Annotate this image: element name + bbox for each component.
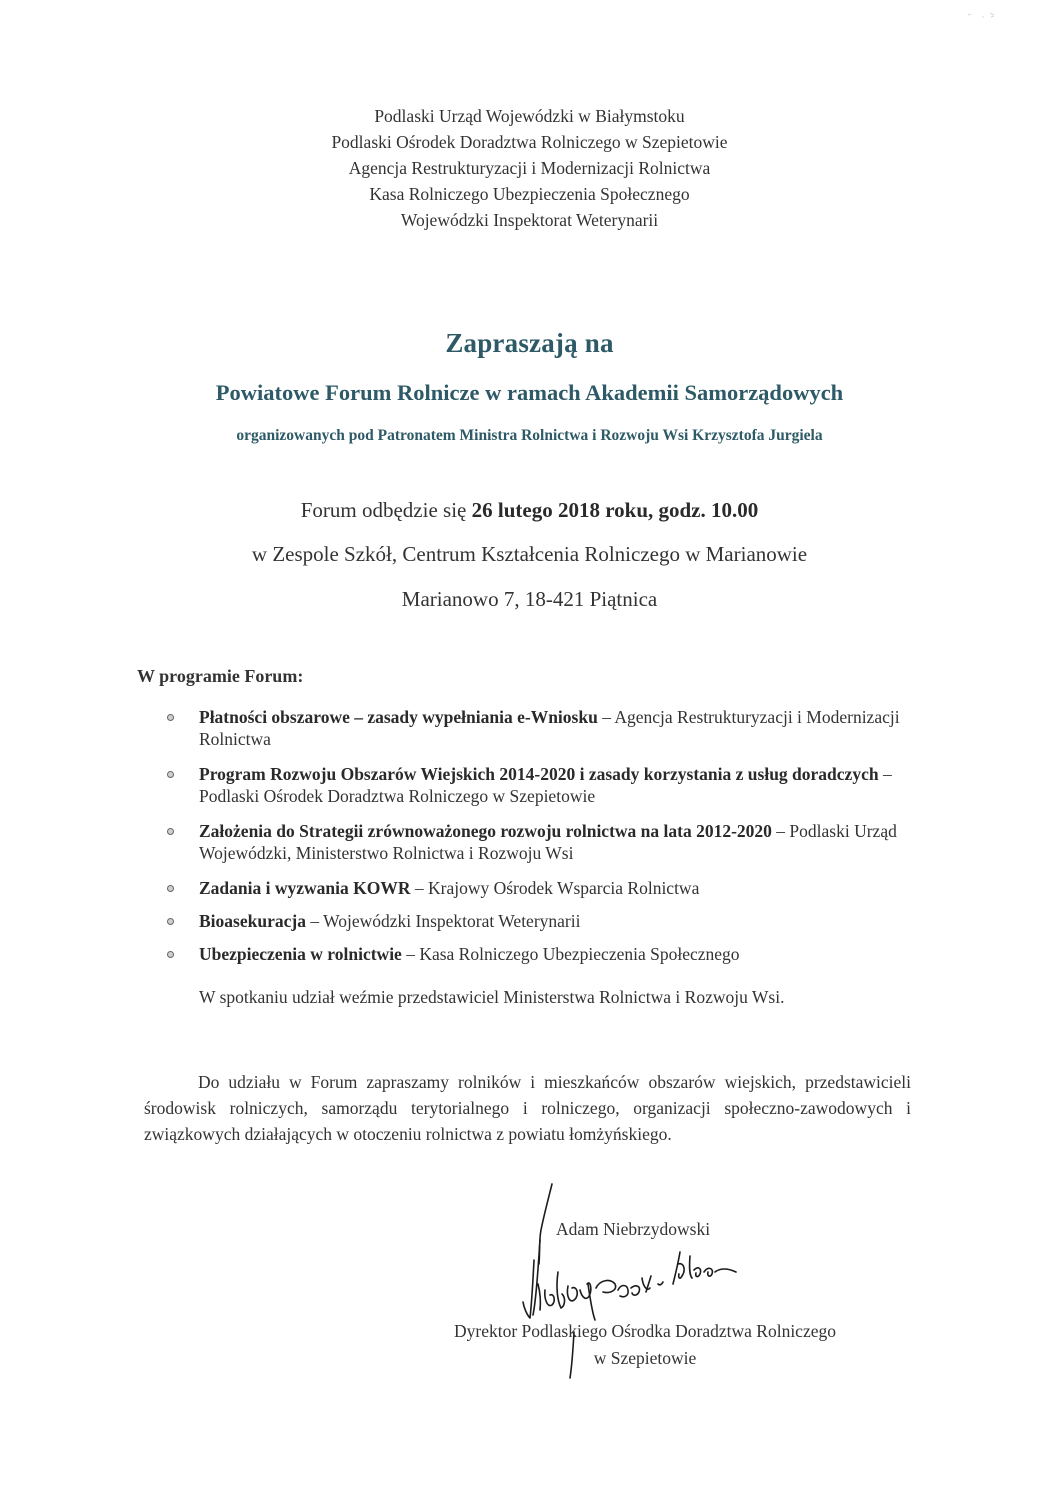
program-item bbox=[165, 910, 905, 932]
bullet-icon bbox=[167, 951, 174, 958]
bullet-icon bbox=[167, 771, 174, 778]
bullet-icon bbox=[167, 918, 174, 925]
scan-artifact bbox=[960, 5, 1020, 25]
organizer: Podlaski Ośrodek Doradztwa Rolniczego w Szepietowie bbox=[331, 132, 728, 152]
bullet-icon bbox=[167, 714, 174, 721]
organizer: Podlaski Urząd Wojewódzki w Białymstoku bbox=[374, 106, 685, 126]
bullet-icon bbox=[167, 828, 174, 835]
event-date: 26 lutego 2018 roku, godz. 10.00 bbox=[471, 498, 759, 522]
signatory-name: Adam Niebrzydowski bbox=[556, 1219, 711, 1239]
program-presenter: – Krajowy Ośrodek Wsparcia Rolnictwa bbox=[410, 878, 700, 898]
invitation-heading: Zapraszają na bbox=[445, 328, 614, 358]
program-topic: Program Rozwoju Obszarów Wiejskich 2014-2020 i zasady korzystania z usług doradczych bbox=[199, 764, 879, 784]
organizer: Agencja Restrukturyzacji i Modernizacji Rolnictwa bbox=[348, 158, 711, 178]
program-presenter: – Kasa Rolniczego Ubezpieczenia Społecznego bbox=[401, 944, 740, 964]
event-date-line bbox=[0, 498, 1059, 523]
signatory-role: Dyrektor Podlaskiego Ośrodka Doradztwa Rolniczego bbox=[454, 1321, 836, 1341]
program-presenter: – Podlaski Urząd Wojewódzki, Ministerstwo Rolnictwa i Rozwoju Wsi bbox=[199, 821, 897, 863]
event-name: Powiatowe Forum Rolnicze w ramach Akademii Samorządowych bbox=[215, 380, 844, 405]
program-presenter: – Podlaski Ośrodek Doradztwa Rolniczego w Szepietowie bbox=[199, 764, 892, 806]
program-item bbox=[165, 820, 905, 864]
program-presenter: – Agencja Restrukturyzacji i Modernizacji Rolnictwa bbox=[199, 707, 900, 749]
program-title: W programie Forum: bbox=[137, 666, 304, 686]
program-topic: Płatności obszarowe – zasady wypełniania e-Wniosku bbox=[199, 707, 598, 727]
program-item bbox=[165, 706, 905, 750]
event-address: Marianowo 7, 18-421 Piątnica bbox=[401, 587, 658, 611]
program-topic: Bioasekuracja bbox=[199, 911, 306, 931]
program-topic: Założenia do Strategii zrównoważonego rozwoju rolnictwa na lata 2012-2020 bbox=[199, 821, 772, 841]
organizer: Kasa Rolniczego Ubezpieczenia Społecznego bbox=[369, 184, 690, 204]
organizers-list bbox=[0, 103, 1059, 233]
bullet-icon bbox=[167, 885, 174, 892]
signatory-organization: w Szepietowie bbox=[593, 1348, 697, 1368]
date-prefix: Forum odbędzie się bbox=[300, 498, 467, 522]
program-topic: Ubezpieczenia w rolnictwie bbox=[199, 944, 402, 964]
program-item bbox=[165, 763, 905, 807]
program-item bbox=[165, 877, 905, 899]
program-topic: Zadania i wyzwania KOWR bbox=[199, 878, 411, 898]
patronage-line: organizowanych pod Patronatem Ministra Rolnictwa i Rozwoju Wsi Krzysztofa Jurgiela bbox=[236, 427, 823, 444]
program-list bbox=[165, 706, 905, 976]
program-item bbox=[165, 943, 905, 965]
organizer: Wojewódzki Inspektorat Weterynarii bbox=[400, 210, 659, 230]
ministry-note: W spotkaniu udział weźmie przedstawiciel Ministerstwa Rolnictwa i Rozwoju Wsi. bbox=[199, 987, 785, 1007]
invitation-paragraph: Do udziału w Forum zapraszamy rolników i mieszkańców obszarów wiejskich, przedstawicieli środowisk rolniczych, samorządu terytorialnego i rolniczego, organizacji społeczno-zawodowych i związkowych działających w otoczeniu rolnictwa z powiatu łomżyńskiego. bbox=[144, 1072, 911, 1144]
program-presenter: – Wojewódzki Inspektorat Weterynarii bbox=[305, 911, 581, 931]
event-venue: w Zespole Szkół, Centrum Kształcenia Rolniczego w Marianowie bbox=[251, 542, 808, 566]
